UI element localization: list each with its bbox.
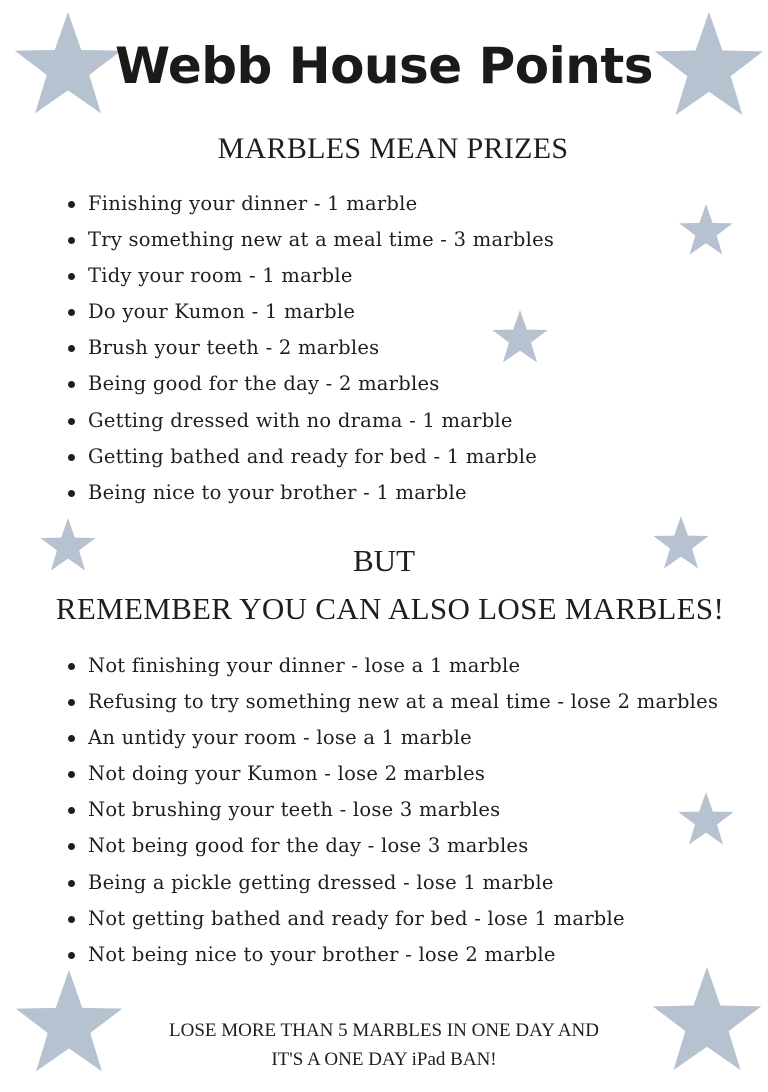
list-item: Not brushing your teeth - lose 3 marbles (88, 797, 718, 833)
list-item: Not getting bathed and ready for bed - lose 1 marble (88, 906, 718, 942)
ipad-ban-warning (96, 1016, 672, 1074)
list-item: An untidy your room - lose a 1 marble (88, 725, 718, 761)
list-item: Getting bathed and ready for bed - 1 marble (88, 444, 554, 480)
list-item: Getting dressed with no drama - 1 marble (88, 408, 554, 444)
list-item: Brush your teeth - 2 marbles (88, 335, 554, 371)
list-item: Not finishing your dinner - lose a 1 marble (88, 653, 718, 689)
list-item: Refusing to try something new at a meal time - lose 2 marbles (88, 689, 718, 725)
list-item: Being a pickle getting dressed - lose 1 marble (88, 870, 718, 906)
list-item: Do your Kumon - 1 marble (88, 299, 554, 335)
list-item: Being nice to your brother - 1 marble (88, 480, 554, 516)
list-item: Being good for the day - 2 marbles (88, 371, 554, 407)
lose-marbles-list (88, 653, 718, 978)
list-item: Not being nice to your brother - lose 2 marble (88, 942, 718, 978)
list-item: Finishing your dinner - 1 marble (88, 191, 554, 227)
list-item: Tidy your room - 1 marble (88, 263, 554, 299)
page-title: Webb House Points (114, 37, 654, 95)
star-icon (678, 204, 734, 260)
earn-marbles-list (88, 191, 554, 516)
list-item: Not being good for the day - lose 3 marbles (88, 833, 718, 869)
but-heading: BUT (353, 543, 415, 578)
lose-marbles-heading: REMEMBER YOU CAN ALSO LOSE MARBLES! (55, 591, 725, 626)
list-item: Try something new at a meal time - 3 marbles (88, 227, 554, 263)
list-item: Not doing your Kumon - lose 2 marbles (88, 761, 718, 797)
warning-line: LOSE MORE THAN 5 MARBLES IN ONE DAY AND (169, 1020, 599, 1041)
warning-line: IT'S A ONE DAY iPad BAN! (271, 1049, 497, 1070)
prizes-heading: MARBLES MEAN PRIZES (217, 132, 569, 165)
